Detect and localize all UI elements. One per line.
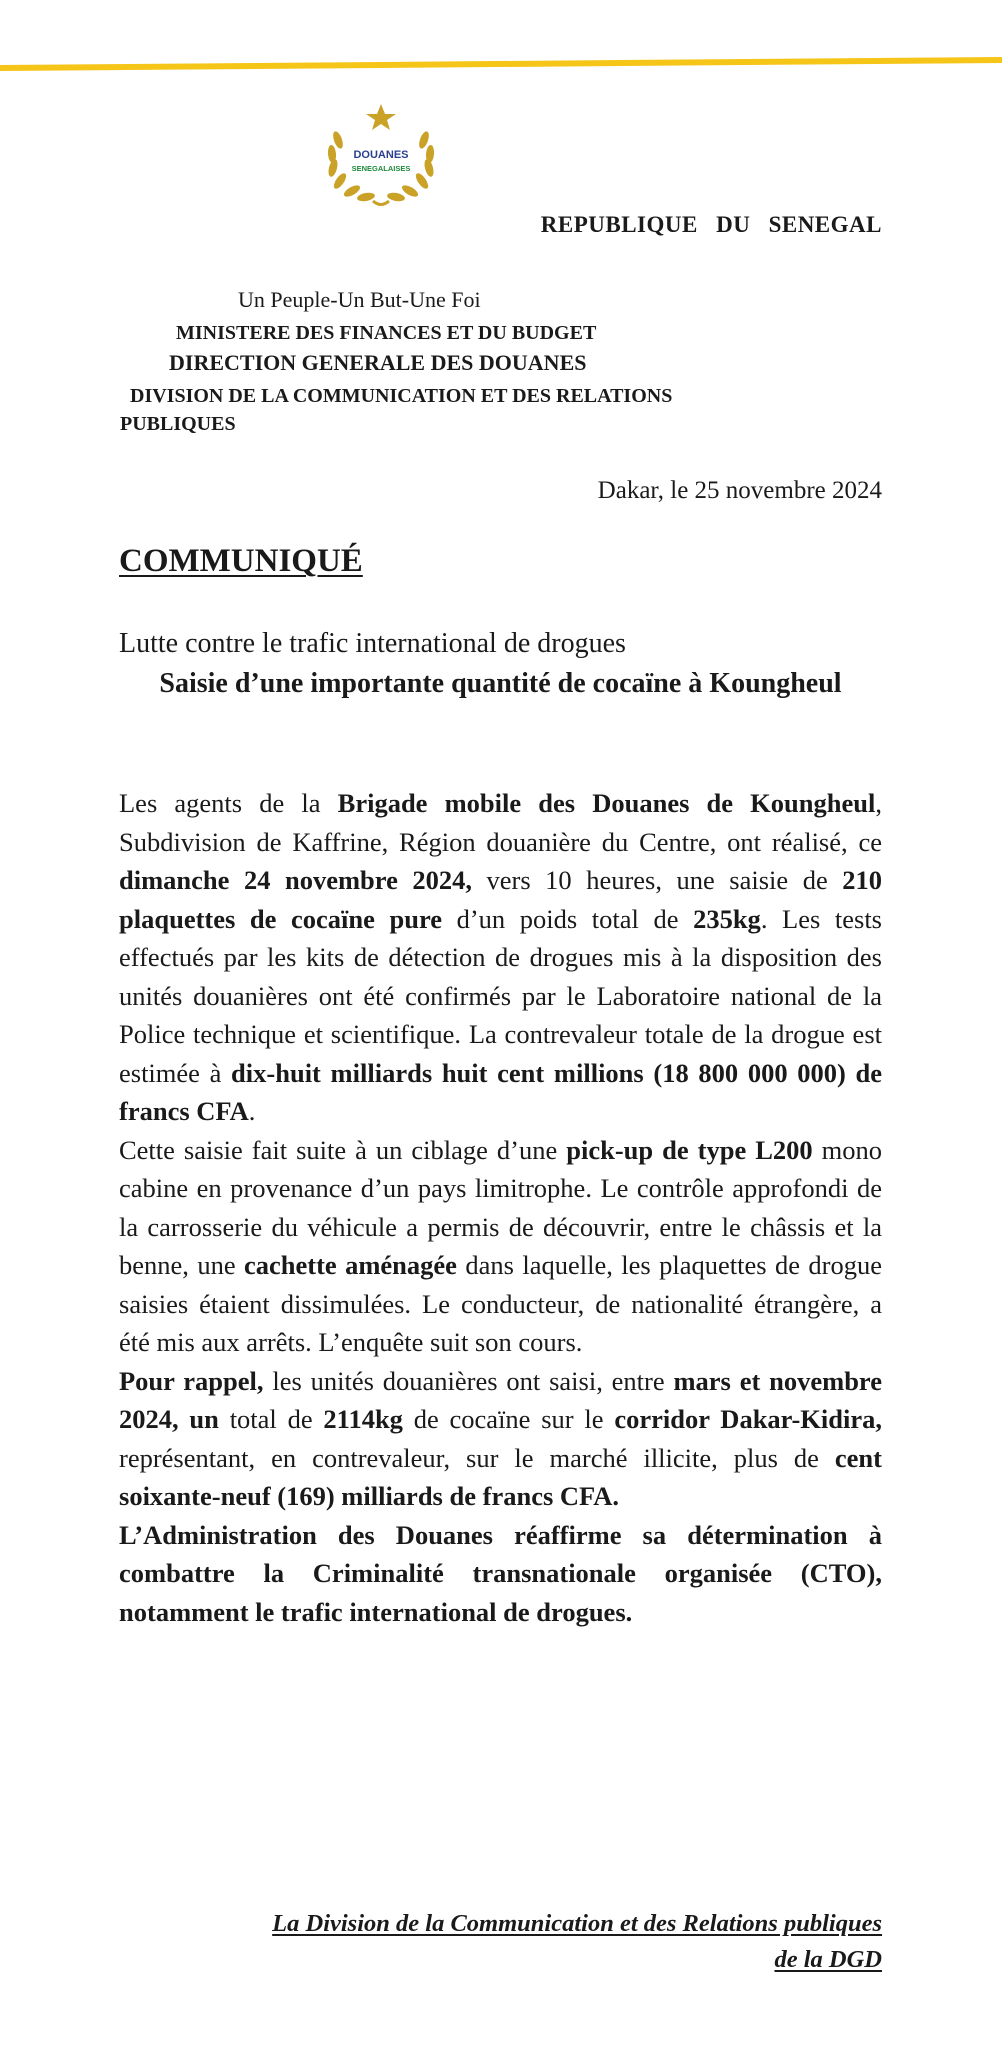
direction-name: DIRECTION GENERALE DES DOUANES [169, 350, 587, 375]
bold-text-run: L’Administration des Douanes réaffirme sa détermination à combattre la Criminalité transnationale organisée (CTO), notamment le trafic international de drogues. [119, 1519, 882, 1627]
bold-text-run: cent soixante-neuf (169) milliards de francs CFA. [119, 1442, 882, 1511]
page-title: COMMUNIQUÉ [119, 543, 363, 579]
bold-text-run: corridor Dakar-Kidira, [614, 1404, 882, 1434]
text-run: mono cabine en provenance d’un pays limitrophe. Le contrôle approfondi de la carrosserie du véhicule a permis de découvrir, entre le châssis et la benne, une [119, 1134, 882, 1280]
signature-line-1: La Division de la Communication et des Relations publiques [272, 1910, 882, 1937]
text-run: d’un poids total de [442, 903, 694, 934]
text-run: Cette saisie fait suite à un ciblage d’une [119, 1134, 567, 1165]
bold-text-run: 2114kg [323, 1404, 403, 1434]
bold-text-run: pick-up de type L200 [566, 1134, 813, 1165]
bold-text-run: Pour rappel, [119, 1365, 264, 1396]
communique-body [119, 784, 882, 1631]
bold-text-run: Brigade mobile des Douanes de Koungheul [337, 788, 876, 818]
text-run: les unités douanières ont saisi, entre [263, 1365, 674, 1396]
douanes-logo [318, 100, 444, 210]
bold-text-run: dix-huit milliards huit cent millions (18 800 000 000) de francs CFA [119, 1057, 882, 1126]
text-run: de cocaïne sur le [402, 1404, 615, 1434]
top-yellow-rule [0, 52, 1002, 82]
text-run: . [248, 1096, 256, 1126]
subtitle: Lutte contre le trafic international de drogues [119, 628, 626, 659]
text-run: représentant, en contrevaleur, sur le marché illicite, plus de [119, 1442, 835, 1473]
text-run: . Les tests effectués par les kits de détection de drogues mis à la disposition des unités douanières ont été confirmés par le Laboratoire national de la Police technique et scientifique. La contrevaleur totale de la drogue est estimée à [119, 903, 882, 1088]
bold-text-run: cachette aménagée [244, 1250, 457, 1280]
bold-text-run: 210 plaquettes de cocaïne pure [119, 865, 882, 934]
paragraph-vehicle [119, 1131, 882, 1362]
paragraph-reminder [119, 1362, 882, 1516]
text-run: total de [218, 1404, 324, 1434]
ministry-name: MINISTERE DES FINANCES ET DU BUDGET [176, 322, 597, 344]
national-motto: Un Peuple-Un But-Une Foi [238, 287, 481, 312]
bold-text-run: mars et novembre 2024, un [119, 1365, 882, 1434]
bold-text-run: dimanche 24 novembre 2024, [119, 865, 472, 895]
bold-text-run: 235kg [693, 903, 761, 934]
division-name: DIVISION DE LA COMMUNICATION ET DES RELATIONS PUBLIQUES [120, 385, 673, 435]
text-run: vers 10 heures, une saisie de [471, 865, 843, 895]
star-icon [366, 104, 396, 130]
document-date: Dakar, le 25 novembre 2024 [597, 477, 882, 504]
svg-text:SENEGALAISES: SENEGALAISES [351, 164, 411, 173]
svg-text:DOUANES: DOUANES [353, 149, 409, 161]
text-run: dans laquelle, les plaquettes de drogue saisies étaient dissimulées. Le conducteur, de nationalité étrangère, a été mis aux arrêts. L’enquête suit son cours. [119, 1250, 882, 1357]
main-headline: Saisie d’une importante quantité de cocaïne à Koungheul [159, 668, 842, 699]
paragraph-commitment [119, 1516, 882, 1632]
paragraph-seizure [119, 784, 882, 1131]
signature-line-2: de la DGD [774, 1946, 882, 1973]
signature-block [119, 1906, 882, 1978]
republique-header: REPUBLIQUE DU SENEGAL [540, 212, 882, 237]
text-run: Les agents de la [119, 788, 338, 818]
text-run: , Subdivision de Kaffrine, Région douanière du Centre, ont réalisé, ce [119, 788, 882, 857]
